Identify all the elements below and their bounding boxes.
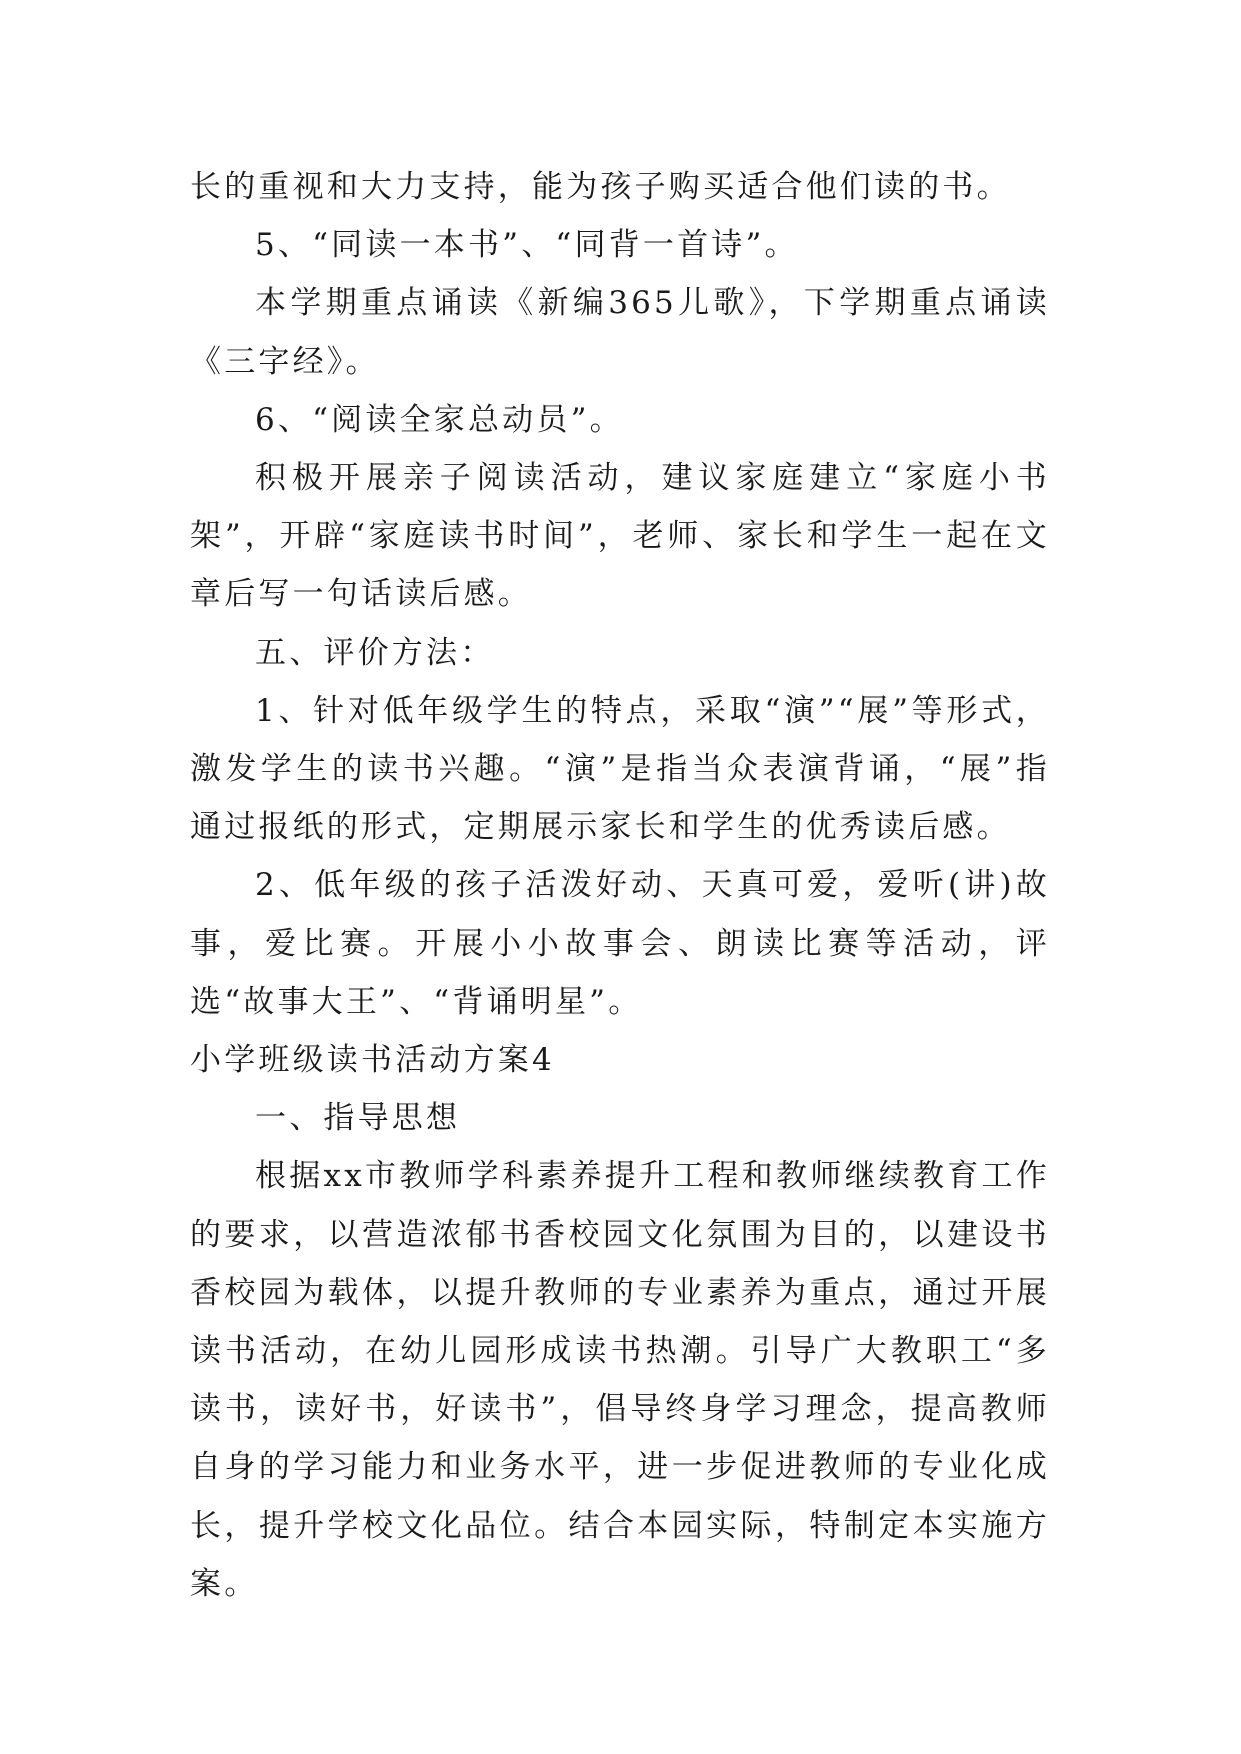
evaluation-item-1: 1、针对低年级学生的特点，采取“演”“展”等形式，激发学生的读书兴趣。“演”是指当众表演背诵，“展”指通过报纸的形式，定期展示家长和学生的优秀读后感。 bbox=[190, 692, 1050, 846]
item-6-body: 积极开展亲子阅读活动，建议家庭建立“家庭小书架”，开辟“家庭读书时间”，老师、家长和学生一起在文章后写一句话读后感。 bbox=[190, 460, 1050, 613]
guiding-ideology-body: 根据xx市教师学科素养提升工程和教师继续教育工作的要求，以营造浓郁书香校园文化氛围为目的，以建设书香校园为载体，以提升教师的专业素养为重点，通过开展读书活动，在幼儿园形成读书热潮。引导广大教职工“多读书，读好书，好读书”，倡导终身学习理念，提高教师自身的学习能力和业务水平，进一步促进教师的专业化成长，提升学校文化品位。结合本园实际，特制定本实施方案。 bbox=[190, 1158, 1050, 1602]
evaluation-item-2: 2、低年级的孩子活泼好动、天真可爱，爱听(讲)故事，爱比赛。开展小小故事会、朗读比赛等活动，评选“故事大王”、“背诵明星”。 bbox=[190, 867, 1050, 1020]
section-one-heading: 一、指导思想 bbox=[255, 1100, 461, 1137]
item-6-heading: 6、“阅读全家总动员”。 bbox=[255, 401, 624, 438]
document-title: 小学班级读书活动方案4 bbox=[190, 1042, 555, 1079]
paragraph-continuation: 长的重视和大力支持，能为孩子购买适合他们读的书。 bbox=[190, 169, 1011, 205]
section-five-heading: 五、评价方法： bbox=[255, 634, 495, 671]
item-5-heading: 5、“同读一本书”、“同背一首诗”。 bbox=[255, 227, 799, 264]
document-body bbox=[190, 158, 1050, 1613]
item-5-body: 本学期重点诵读《新编365儿歌》，下学期重点诵读《三字经》。 bbox=[190, 285, 1050, 380]
